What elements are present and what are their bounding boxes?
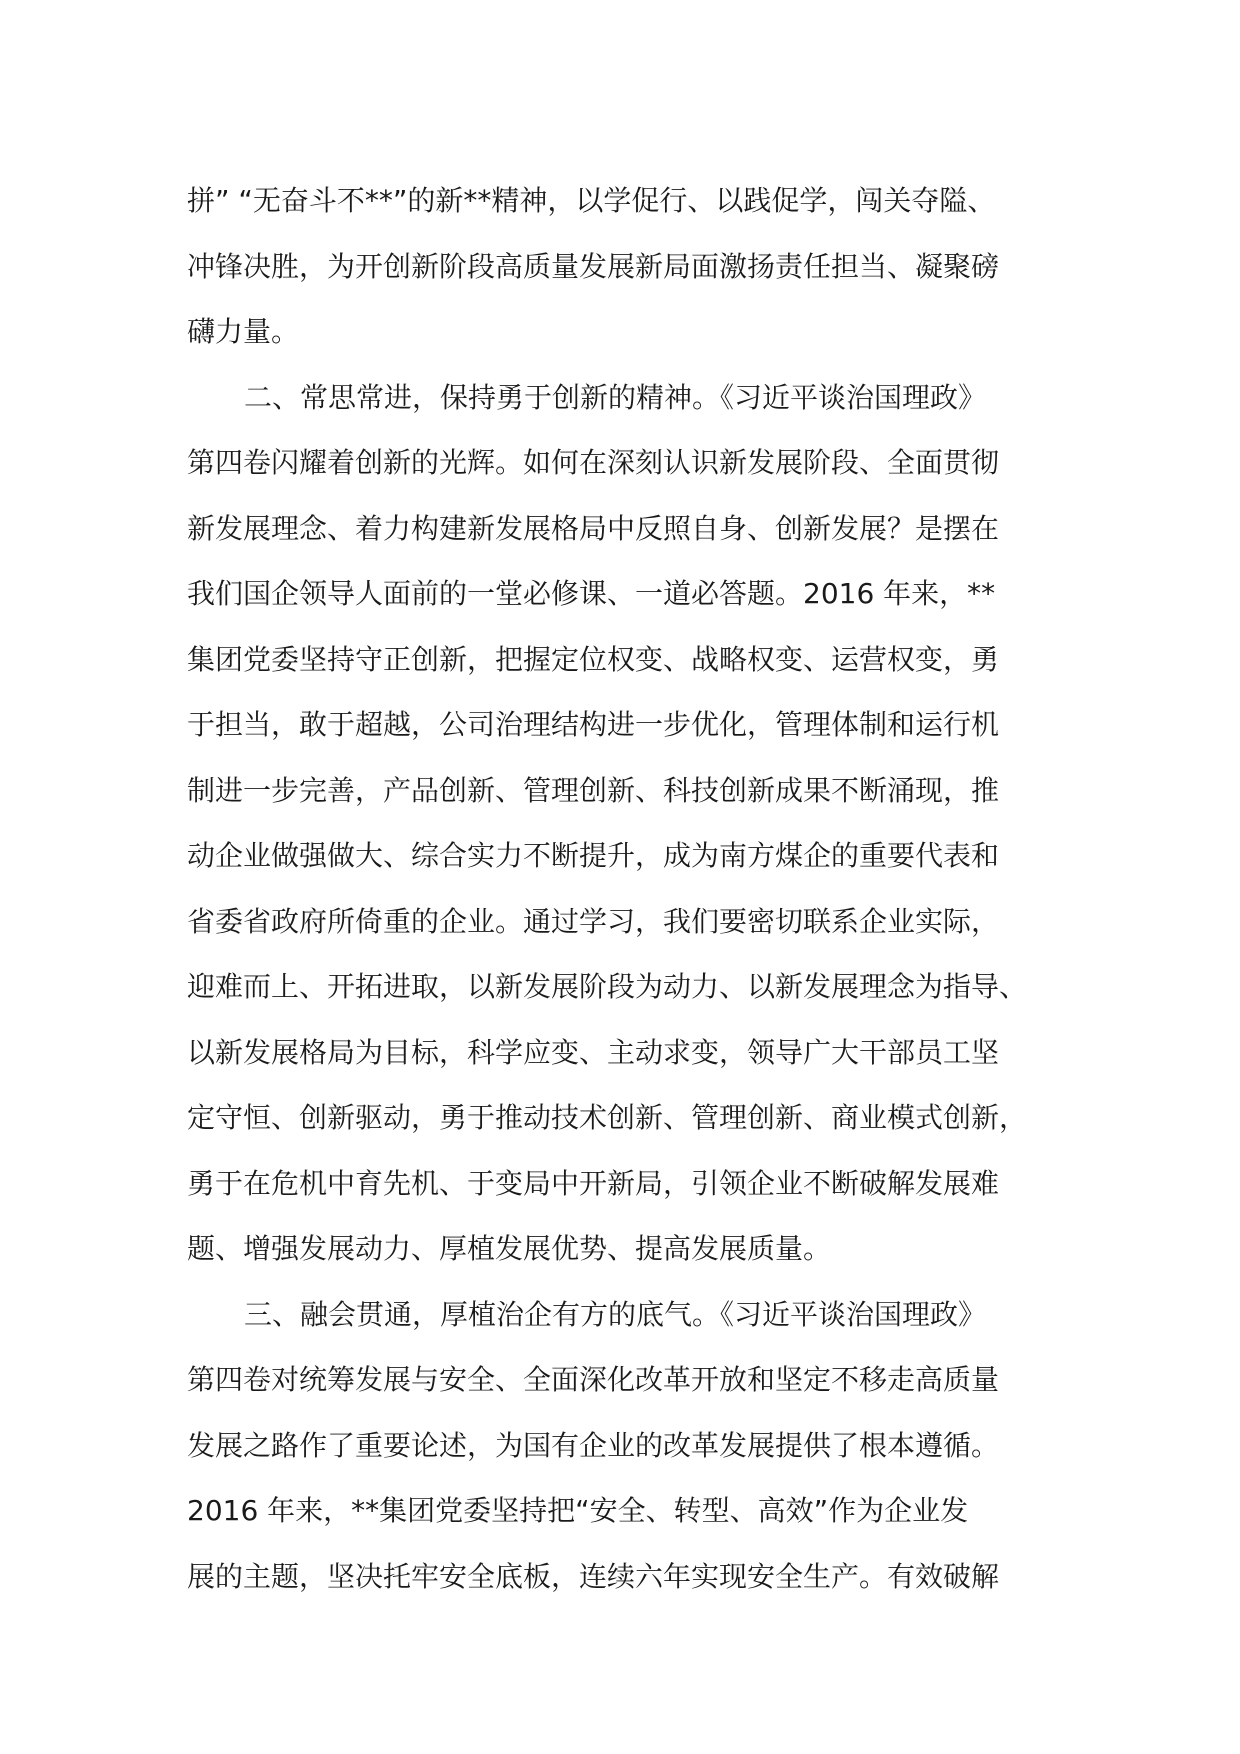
text-line: 题、增强发展动力、厚植发展优势、提高发展质量。 [187,1232,832,1265]
body-text [187,168,1087,1609]
text-line: 于担当，敢于超越，公司治理结构进一步优化，管理体制和运行机 [187,708,1000,741]
text-line: 礴力量。 [187,315,300,348]
text-line: 冲锋决胜，为开创新阶段高质量发展新局面激扬责任担当、凝聚磅 [187,249,1000,283]
text-line: 展的主题，坚决托牢安全底板，连续六年实现安全生产。有效破解 [187,1559,1000,1593]
text-line: 制进一步完善，产品创新、管理创新、科技创新成果不断涌现，推 [187,773,1000,807]
text-line: 迎难而上、开拓进取，以新发展阶段为动力、以新发展理念为指导、 [187,970,1028,1003]
text-line: 第四卷闪耀着创新的光辉。如何在深刻认识新发展阶段、全面贯彻 [187,446,1000,479]
text-line: 以新发展格局为目标，科学应变、主动求变，领导广大干部员工坚 [187,1035,1000,1069]
text-line: 省委省政府所倚重的企业。通过学习，我们要密切联系企业实际， [187,904,1000,938]
section-heading-line: 二、常思常进，保持勇于创新的精神。《习近平谈治国理政》 [244,380,987,414]
section-heading-line: 三、融会贯通，厚植治企有方的底气。《习近平谈治国理政》 [244,1297,987,1331]
text-line: 我们国企领导人面前的一堂必修课、一道必答题。2016 年来，** [187,577,996,610]
text-line: 勇于在危机中育先机、于变局中开新局，引领企业不断破解发展难 [187,1166,1000,1200]
text-line: 新发展理念、着力构建新发展格局中反照自身、创新发展？是摆在 [187,511,1000,545]
text-line: 集团党委坚持守正创新，把握定位权变、战略权变、运营权变，勇 [187,642,1000,676]
text-line: 发展之路作了重要论述，为国有企业的改革发展提供了根本遵循。 [187,1428,1000,1462]
text-line: 动企业做强做大、综合实力不断提升，成为南方煤企的重要代表和 [187,839,1000,872]
text-line: 2016 年来，**集团党委坚持把“安全、转型、高效”作为企业发 [187,1494,969,1527]
text-line: 拼” “无奋斗不**”的新**精神，以学促行、以践促学，闯关夺隘、 [187,184,996,217]
text-line: 第四卷对统筹发展与安全、全面深化改革开放和坚定不移走高质量 [187,1363,1000,1396]
text-line: 定守恒、创新驱动，勇于推动技术创新、管理创新、商业模式创新， [187,1101,1028,1134]
